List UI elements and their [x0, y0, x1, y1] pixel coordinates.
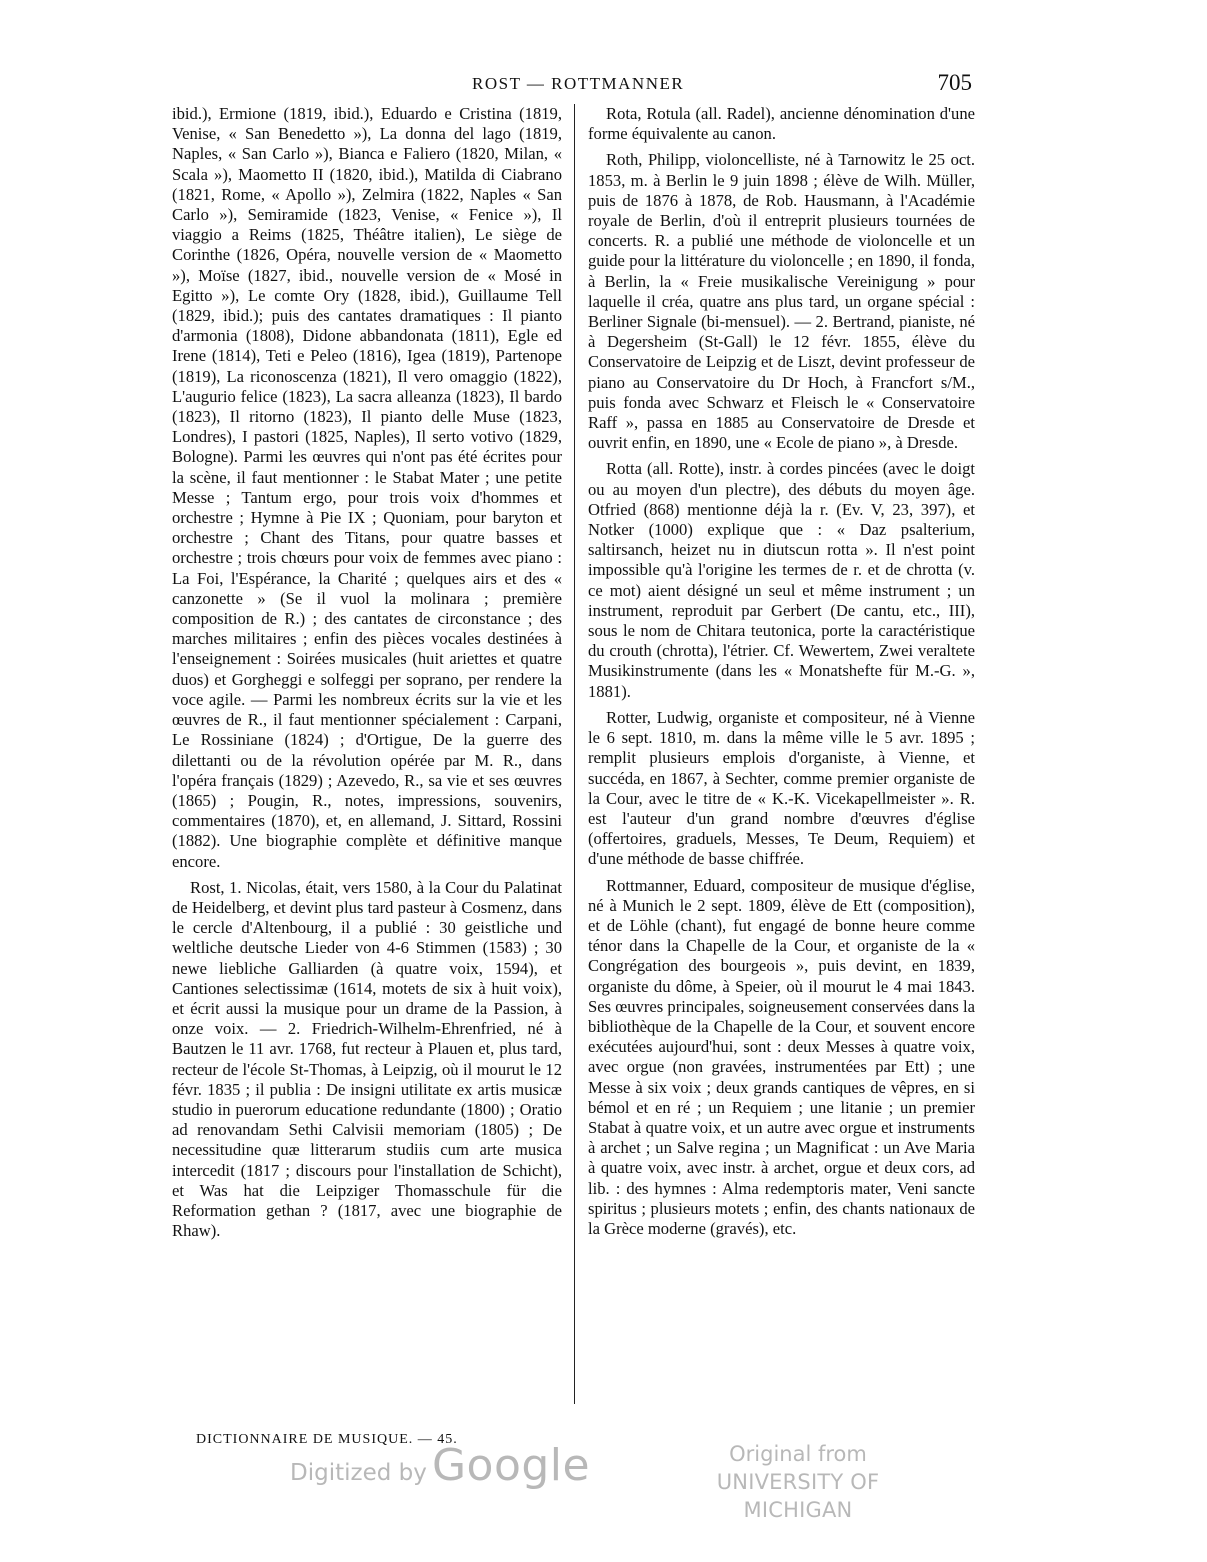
page-header	[172, 70, 972, 100]
column-divider	[574, 104, 575, 1404]
right-column	[588, 104, 975, 1239]
entry-rottmanner: Rottmanner, Eduard, compositeur de musique d'église, né à Munich le 2 sept. 1809, élève de Ett (composition), et de Löhle (chant), fut engagé de bonne heure comme ténor dans la Chapelle de la Cour, et organiste de la « Congrégation des bourgeois », puis devint, en 1839, organiste du dôme, à Speier, où il mourut le 4 mai 1843. Ses œuvres principales, soigneusement conservées dans la bibliothèque de la Chapelle de la Cour, et souvent encore exécutées aujourd'hui, sont : deux Messes à quatre voix, avec orgue (non gravées, instrumentées par Ett) ; une Messe à six voix ; deux grands cantiques de vêpres, en si bémol et en ré ; un Requiem ; une litanie ; un premier Stabat à quatre voix, et un autre avec orgue et instruments à archet ; un Salve regina ; un Magnificat : un Ave Maria à quatre voix, avec instr. à archet, orgue et deux cors, ad lib. : des hymnes : Alma redemptoris mater, Veni sancte spiritus ; plusieurs motets ; enfin, des chants nationaux de la Grèce moderne (gravés), etc.	[588, 875, 975, 1238]
university-text: UNIVERSITY OF MICHIGAN	[716, 1470, 880, 1522]
google-logo: Google	[431, 1440, 591, 1491]
page-number: 705	[937, 70, 972, 95]
entry-rotter: Rotter, Ludwig, organiste et compositeur, né à Vienne le 6 sept. 1810, m. dans la même ville le 5 avr. 1895 ; remplit plusieurs emplois d'organiste, à Vienne, et succéda, en 1867, à Sechter, comme premier organiste de la Cour, avec le titre de « K.-K. Vicekapellmeister ». R. est l'auteur d'un grand nombre d'œuvres d'église (offertoires, graduels, Messes, Te Deum, Requiem) et d'une méthode de basse chiffrée.	[588, 707, 975, 869]
entry-rotta: Rotta (all. Rotte), instr. à cordes pincées (avec le doigt ou au moyen d'un plectre), des débuts du moyen âge. Otfried (868) mentionne déjà la r. (Ev. V, 23, 397), et Notker (1000) explique que : « Daz psalterium, saltirsanch, heizet nu in diutscun rotta ». Il n'est point impossible qu'à l'origine les termes de r. et de chrotta (v. ce mot) aient désigné un seul et même instrument ; un instrument, reproduit par Gerbert (De cantu, etc., III), sous le nom de Chitara teutonica, porte la caractéristique du crouth (chrotta), l'étrier. Cf. Wewertem, Zwei veraltete Musikinstrumente (dans les « Monatshefte für M.-G. », 1881).	[588, 459, 975, 701]
entry-roth: Roth, Philipp, violoncelliste, né à Tarnowitz le 25 oct. 1853, m. à Berlin le 9 juin 1898 ; élève de Wilh. Müller, puis de 1876 à 1878, de Rob. Hausmann, à l'Académie royale de Berlin, d'où il entreprit plusieurs tournées de concerts. R. a publié une méthode de violoncelle et un guide pour la littérature du violoncelle ; en 1890, il fonda, à Berlin, la « Freie musikalische Vereinigung » pour laquelle il créa, quatre ans plus tard, un organe spécial : Berliner Signale (bi-mensuel). — 2. Bertrand, pianiste, né à Degersheim (St-Gall) le 12 févr. 1855, élève du Conservatoire de Leipzig et de Liszt, devint professeur de piano au Conservatoire du Dr Hoch, à Francfort s/M., puis fonda avec Schwarz et Fleisch le « Conservatoire Raff », passa en 1885 au Conservatoire de Dresde et ouvrit enfin, en 1890, une « Ecole de piano », à Dresde.	[588, 150, 975, 453]
original-from-text: Original from	[729, 1442, 867, 1466]
running-title: ROST — ROTTMANNER	[472, 74, 685, 93]
entry-rost: Rost, 1. Nicolas, était, vers 1580, à la Cour du Palatinat de Heidelberg, et devint plus tard pasteur à Cosmenz, dans le cercle d'Altenbourg, il a publié : 30 geistliche und weltliche deutsche Lieder von 4-6 Stimmen (1583) ; 30 newe liebliche Galliarden (à quatre voix, 1594), et Cantiones selectissimæ (1614, motets de six à huit voix), et écrit aussi la musique pour un drame de la Passion, à onze voix. — 2. Friedrich-Wilhelm-Ehrenfried, né à Bautzen le 11 avr. 1768, fut recteur à Plauen et, plus tard, recteur de l'école St-Thomas, à Leipzig, où il mourut le 12 févr. 1835 ; il publia : De insigni utilitate ex artis musicæ studio in puerorum educatione redundante (1800) ; Oratio ad renovandam Sethi Calvisii memoriam (1805) ; De necessitudine quæ litterarum studiis cum arte musica intercedit (1817 ; discours pour l'installation de Schicht), et Was hat die Leipziger Thomasschule für die Reformation gethan ? (1817, avec une biographie de Rhaw).	[172, 877, 562, 1241]
entry-rota: Rota, Rotula (all. Radel), ancienne dénomination d'une forme équivalente au canon.	[588, 104, 975, 144]
left-column	[172, 104, 562, 1241]
digitized-watermark	[290, 1440, 590, 1491]
original-from-watermark	[668, 1440, 928, 1524]
entry-rossini-continued: ibid.), Ermione (1819, ibid.), Eduardo e Cristina (1819, Venise, « San Benedetto »), La donna del lago (1819, Naples, « San Carlo »), Bianca e Faliero (1820, Milan, « Scala »), Maometto II (1820, ibid.), Matilda di Ciabrano (1821, Rome, « Apollo »), Zelmira (1822, Naples « San Carlo »), Semiramide (1823, Venise, « Fenice »), Il viaggio a Reims (1825, Théâtre italien), Le siège de Corinthe (1826, Opéra, nouvelle version de « Maometto »), Moïse (1827, ibid., nouvelle version de « Mosé in Egitto »), Le comte Ory (1828, ibid.), Guillaume Tell (1829, ibid.); puis des cantates dramatiques : Il pianto d'armonia (1808), Didone abbandonata (1811), Egle ed Irene (1814), Teti e Peleo (1816), Igea (1819), Partenope (1819), La riconoscenza (1821), Il vero omaggio (1822), L'augurio felice (1823), La sacra alleanza (1823), Il bardo (1823), Il ritorno (1823), Il pianto delle Muse (1823, Londres), I pastori (1825, Naples), Il serto votivo (1829, Bologne). Parmi les œuvres qui n'ont pas été écrites pour la scène, il faut mentionner : le Stabat Mater ; une petite Messe ; Tantum ergo, pour trois voix d'hommes et orchestre ; Hymne à Pie IX ; Quoniam, pour baryton et orchestre ; Chant des Titans, pour quatre basses et orchestre ; trois chœurs pour voix de femmes avec piano : La Foi, l'Espérance, la Charité ; quelques airs et des « canzonette » (Se il vuol la molinara ; première composition de R.) ; des cantates de circonstance ; des marches militaires ; enfin des pièces vocales destinées à l'enseignement : Soirées musicales (huit ariettes et quatre duos) et Gorgheggi e solfeggi per soprano, per rendere la voce agile. — Parmi les nombreux écrits sur la vie et les œuvres de R., il faut mentionner spécialement : Carpani, Le Rossiniane (1824) ; d'Ortigue, De la guerre des dilettanti ou de la révolution opérée par M. R., dans l'opéra français (1829) ; Azevedo, R., sa vie et ses œuvres (1865) ; Pougin, R., notes, impressions, souvenirs, commentaires (1870), et, en allemand, J. Sittard, Rossini (1882). Une biographie complète et définitive manque encore.	[172, 104, 562, 871]
sheet-signature: DICTIONNAIRE DE MUSIQUE. — 45.	[196, 1432, 458, 1447]
digitized-prefix: Digitized by	[290, 1460, 427, 1486]
